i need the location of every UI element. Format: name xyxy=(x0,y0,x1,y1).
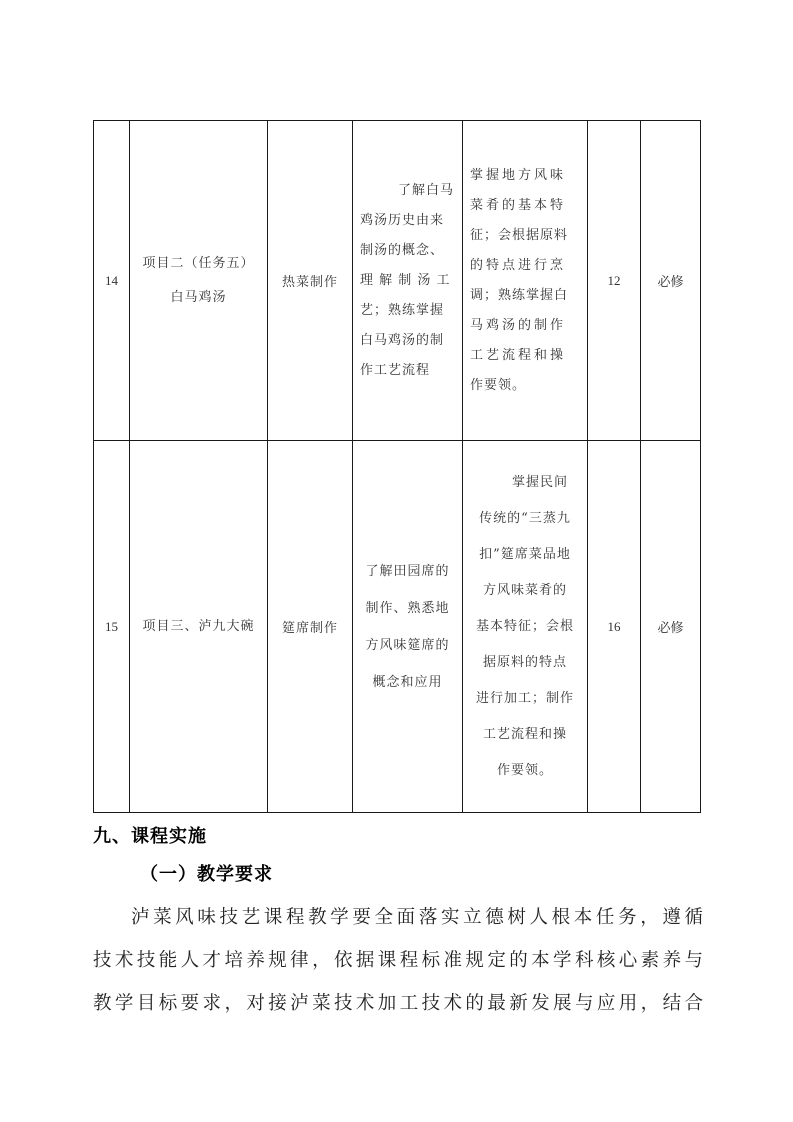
subsection-heading: （一）教学要求 xyxy=(140,864,273,885)
skill-line: 作要领。 xyxy=(496,762,553,778)
skill-line: 工艺流程和操 xyxy=(482,726,567,742)
module-cell: 筵席制作 xyxy=(268,441,353,813)
knowledge-line: 鸡汤历史由来 xyxy=(360,212,445,228)
skill-line: 征；会根据原料 xyxy=(470,227,569,243)
section-heading: 九、课程实施 xyxy=(93,826,207,847)
knowledge-line: 白马鸡汤的制 xyxy=(360,332,445,348)
project-line: 项目三、泸九大碗 xyxy=(142,618,255,634)
skill-cell xyxy=(463,441,588,813)
hours-cell: 16 xyxy=(588,441,641,813)
skill-line: 据原料的特点 xyxy=(482,654,567,670)
knowledge-line: 艺；熟练掌握 xyxy=(360,302,445,318)
module-cell: 热菜制作 xyxy=(268,121,353,441)
skill-line: 方风味菜肴的 xyxy=(482,582,567,598)
knowledge-line: 了解白马 xyxy=(397,182,454,198)
skill-line: 掌握地方风味 xyxy=(470,167,567,183)
skill-line: 传统的“三蒸九 xyxy=(479,510,571,526)
knowledge-line: 制汤的概念、 xyxy=(360,242,445,258)
paragraph-line: 技术技能人才培养规律，依据课程标准规定的本学科核心素养与 xyxy=(93,950,703,971)
row-number: 14 xyxy=(94,121,130,441)
course-type-cell: 必修 xyxy=(641,441,701,813)
knowledge-line: 了解田园席的 xyxy=(365,563,450,579)
body-paragraph xyxy=(93,896,703,1025)
knowledge-line: 制作、熟悉地 xyxy=(365,600,450,616)
knowledge-cell xyxy=(353,121,463,441)
table-row xyxy=(94,121,701,441)
knowledge-line: 方风味筵席的 xyxy=(365,637,450,653)
skill-line: 进行加工；制作 xyxy=(475,690,574,706)
skill-line: 的特点进行烹 xyxy=(470,257,567,273)
course-content-table xyxy=(93,120,701,813)
project-cell xyxy=(130,121,268,441)
skill-line: 马鸡汤的制作 xyxy=(470,317,567,333)
table-row xyxy=(94,441,701,813)
skill-line: 调；熟练掌握白 xyxy=(470,287,569,303)
project-line: 项目二（任务五） xyxy=(142,255,255,271)
project-cell xyxy=(130,441,268,813)
course-type-cell: 必修 xyxy=(641,121,701,441)
row-number: 15 xyxy=(94,441,130,813)
hours-cell: 12 xyxy=(588,121,641,441)
skill-line: 扣”筵席菜品地 xyxy=(479,546,571,562)
skill-line: 基本特征；会根 xyxy=(475,618,574,634)
paragraph-line: 泸菜风味技艺课程教学要全面落实立德树人根本任务，遵循 xyxy=(131,907,703,928)
project-line: 白马鸡汤 xyxy=(170,289,227,305)
skill-line: 工艺流程和操 xyxy=(470,347,567,363)
skill-line: 作要领。 xyxy=(470,377,527,393)
knowledge-cell xyxy=(353,441,463,813)
paragraph-line: 教学目标要求，对接泸菜技术加工技术的最新发展与应用，结合 xyxy=(93,993,703,1014)
skill-cell xyxy=(463,121,588,441)
skill-line: 菜肴的基本特 xyxy=(470,197,567,213)
knowledge-line: 作工艺流程 xyxy=(360,362,431,378)
knowledge-line: 概念和应用 xyxy=(372,674,443,690)
skill-line: 掌握民间 xyxy=(511,474,568,490)
knowledge-line: 理 解 制 汤 工 xyxy=(360,272,451,288)
